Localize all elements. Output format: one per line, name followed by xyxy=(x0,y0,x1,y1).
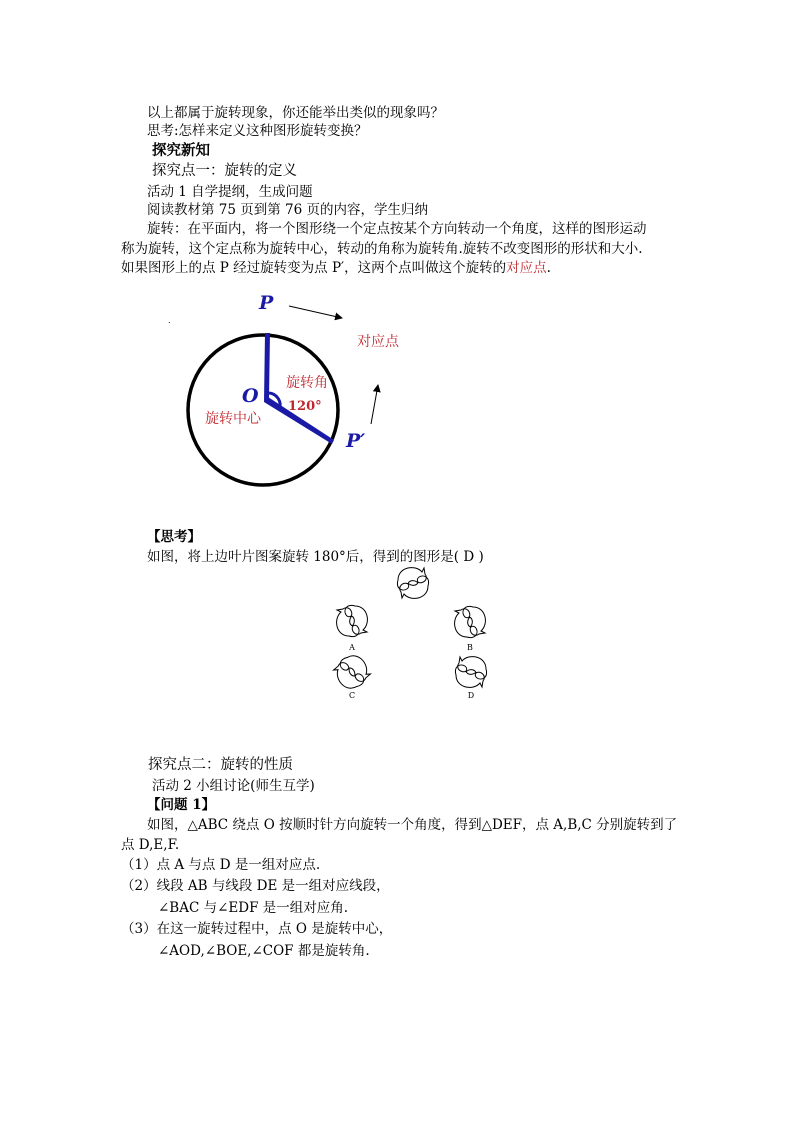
option-label-C: C xyxy=(348,691,356,700)
leaf-original xyxy=(397,568,428,599)
item2-continued: ∠BAC 与∠EDF 是一组对应角. xyxy=(158,900,349,916)
line-rotation-phenomena: 以上都属于旋转现象，你还能举出类似的现象吗？ xyxy=(147,105,444,121)
option-label-B: B xyxy=(467,643,473,652)
definition-line2: 称为旋转，这个定点称为旋转中心，转动的角称为旋转角.旋转不改变图形的形状和大小. xyxy=(121,241,643,257)
label-corresponding-point: 对应点 xyxy=(357,334,399,350)
item3-continued: ∠AOD,∠BOE,∠COF 都是旋转角. xyxy=(158,943,370,959)
option-label-A: A xyxy=(349,643,355,652)
label-P: P xyxy=(259,292,274,314)
definition-line3-end: . xyxy=(546,260,551,276)
activity2: 活动 2 小组讨论(师生互学) xyxy=(152,778,315,794)
stray-dot: . xyxy=(168,316,171,325)
question1-tag: 【问题 1】 xyxy=(147,797,216,813)
heading-explore-new: 探究新知 xyxy=(152,142,210,159)
leaf-option-A xyxy=(337,605,368,636)
leaf-option-D xyxy=(455,657,486,688)
question1-line1: 如图，△ABC 绕点 O 按顺时针方向旋转一个角度，得到△DEF，点 A,B,C 分别旋转到了 xyxy=(147,817,678,833)
activity1: 活动 1 自学提纲，生成问题 xyxy=(147,184,313,200)
label-P-prime: P′ xyxy=(346,430,366,452)
question1-line2: 点 D,E,F. xyxy=(121,837,180,853)
label-rotation-angle: 旋转角 xyxy=(286,375,328,391)
corresponding-point-term: 对应点 xyxy=(506,260,547,276)
option-label-D: D xyxy=(467,691,475,700)
item3: （3）在这一旋转过程中，点 O 是旋转中心， xyxy=(121,921,393,937)
label-O: O xyxy=(242,385,259,407)
label-angle-value: 120° xyxy=(288,399,322,414)
leaf-option-B xyxy=(455,606,486,637)
definition-line1: 旋转：在平面内，将一个图形绕一个定点按某个方向转动一个角度，这样的图形运动 xyxy=(147,221,647,237)
line-think-define: 思考:怎样来定义这种图形旋转变换？ xyxy=(147,123,368,139)
point1-title: 探究点一：旋转的定义 xyxy=(152,163,297,179)
think-question: 如图，将上边叶片图案旋转 180°后，得到的图形是( D ) xyxy=(147,549,484,565)
definition-line3-text: 如果图形上的点 P 经过旋转变为点 P′，这两个点叫做这个旋转的 xyxy=(121,260,507,276)
reading-instruction: 阅读教材第 75 页到第 76 页的内容，学生归纳 xyxy=(147,202,429,218)
item1: （1）点 A 与点 D 是一组对应点. xyxy=(121,857,321,873)
item2: （2）线段 AB 与线段 DE 是一组对应线段， xyxy=(121,878,390,894)
label-rotation-center: 旋转中心 xyxy=(205,411,261,427)
leaf-option-C xyxy=(331,651,373,693)
point2-title: 探究点二：旋转的性质 xyxy=(148,757,293,773)
think-tag: 【思考】 xyxy=(147,529,201,545)
